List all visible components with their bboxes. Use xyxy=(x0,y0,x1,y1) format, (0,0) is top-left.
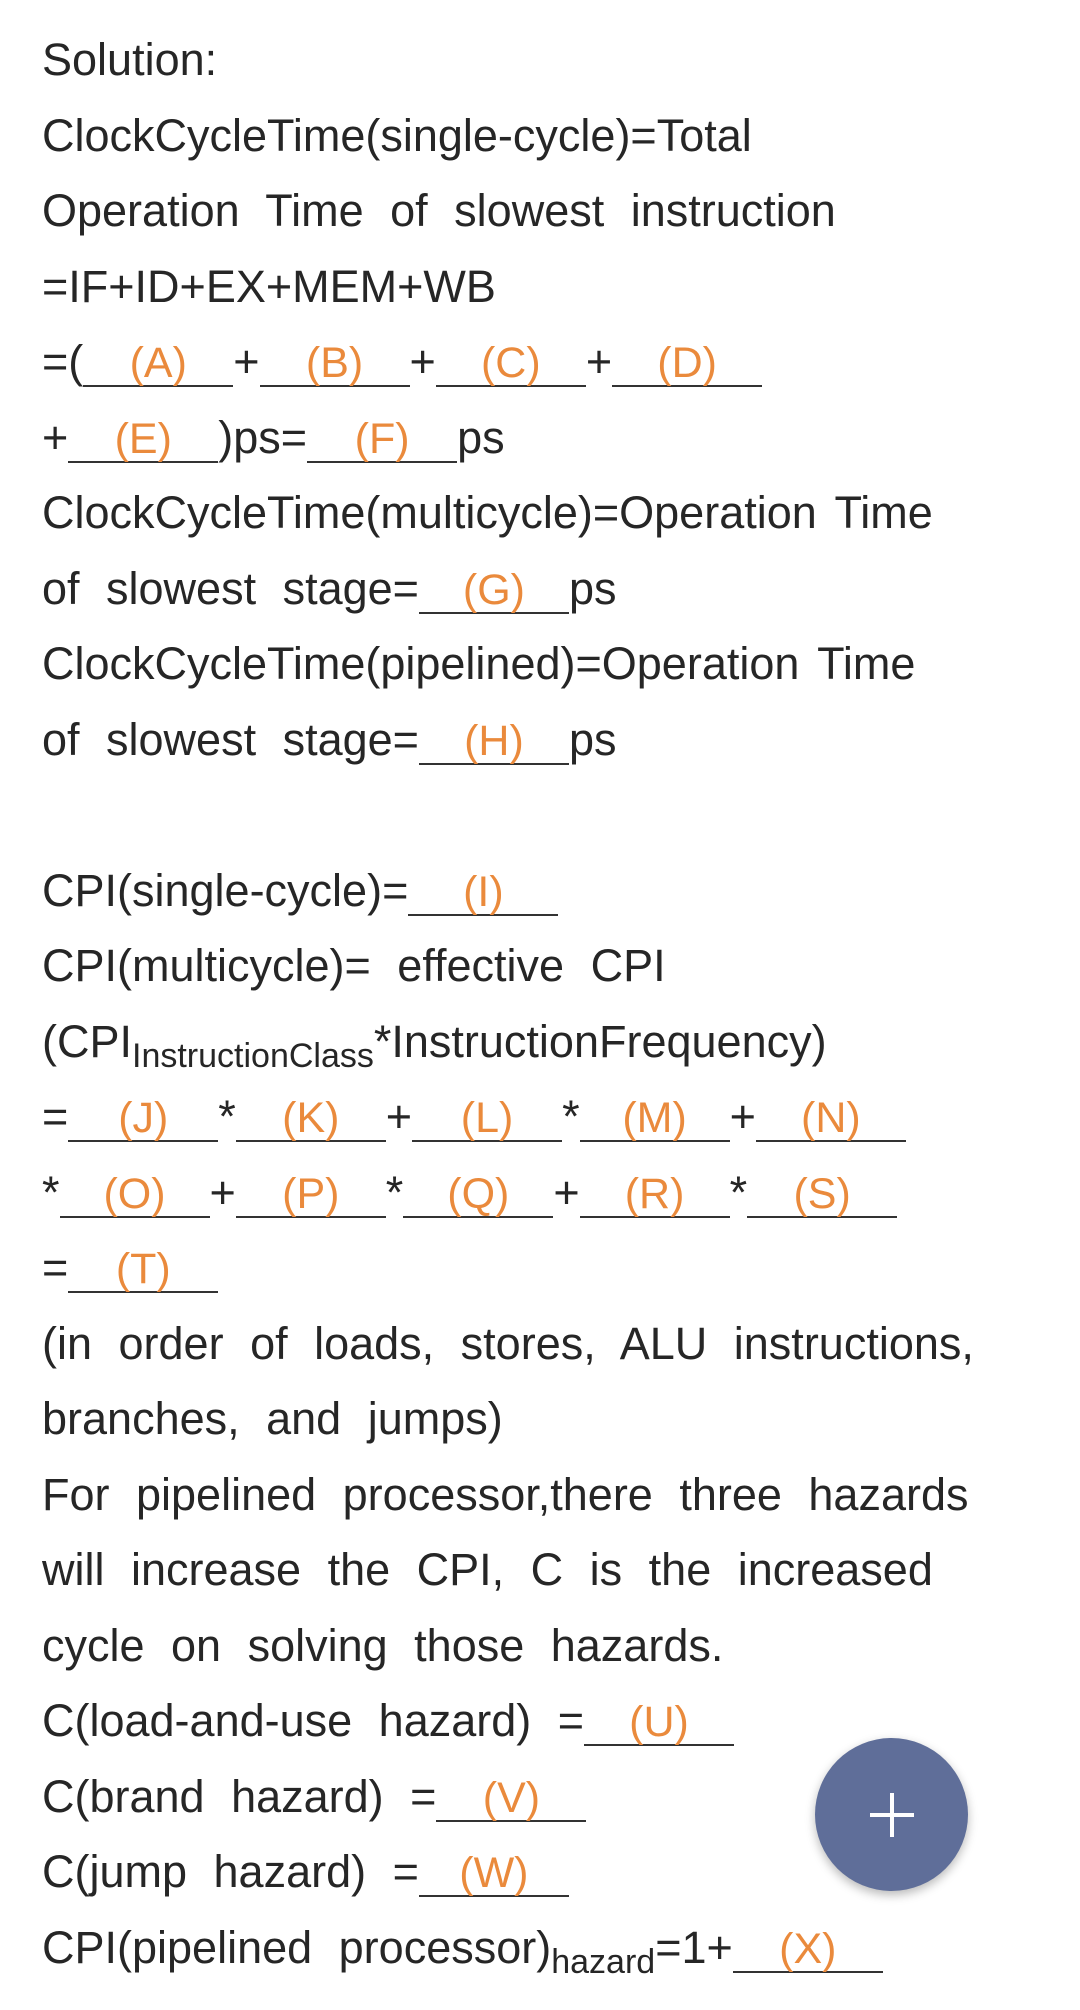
blank-c[interactable]: (C) xyxy=(436,340,586,387)
load-use-hazard-line: C(load-and-use hazard) = (U) xyxy=(42,1683,1042,1759)
cpi-result-line: = (T) xyxy=(42,1230,1042,1306)
order-note-line-1: (in order of loads, stores, ALU instructions, xyxy=(42,1317,974,1369)
blank-a[interactable]: (A) xyxy=(83,340,233,387)
blank-v[interactable]: (V) xyxy=(436,1775,586,1822)
hazard-intro-line-3: cycle on solving those hazards. xyxy=(42,1619,724,1671)
blank-k[interactable]: (K) xyxy=(236,1095,386,1142)
jump-hazard-line: C(jump hazard) = (W) xyxy=(42,1834,1042,1910)
cpi-terms-line-2: * (O) + (P) * (Q) + (R) * (S) xyxy=(42,1155,1042,1231)
spacer xyxy=(42,777,1042,853)
cpi-multi-line: CPI(multicycle)= effective CPI xyxy=(42,940,666,991)
stage-values-line: =( (A) + (B) + (C) + (D) xyxy=(42,324,1042,400)
stage-total-line: + (E) )ps= (F) ps xyxy=(42,411,505,463)
cpi-single-line: CPI(single-cycle)= (I) xyxy=(42,853,1042,929)
blank-n[interactable]: (N) xyxy=(756,1095,906,1142)
blank-j[interactable]: (J) xyxy=(68,1095,218,1142)
blank-g[interactable]: (G) xyxy=(419,567,569,614)
plus-icon xyxy=(866,1789,918,1841)
blank-x[interactable]: (X) xyxy=(733,1926,883,1973)
solution-heading: Solution: xyxy=(42,34,218,85)
pipelined-slowest-line: of slowest stage= (H) ps xyxy=(42,713,617,765)
blank-b[interactable]: (B) xyxy=(260,340,410,387)
hazard-intro-line-2: will increase the CPI, C is the increased xyxy=(42,1544,933,1595)
cpi-terms-line-1: = (J) * (K) + (L) * (M) + (N) xyxy=(42,1079,1042,1155)
instruction-class-subscript: InstructionClass xyxy=(132,1036,374,1075)
multicycle-slowest-line: of slowest stage= (G) ps xyxy=(42,562,617,614)
hazard-intro-line-1: For pipelined processor,there three hazards xyxy=(42,1468,969,1520)
brand-hazard-line: C(brand hazard) = (V) xyxy=(42,1759,1042,1835)
pipelined-line: ClockCycleTime(pipelined)=Operation Time xyxy=(42,638,916,689)
blank-m[interactable]: (M) xyxy=(580,1095,730,1142)
cpi-formula-line: $(CPI_{InstructionClass}*InstructionFrequency)$ xyxy=(42,1015,827,1075)
blank-i[interactable]: (I) xyxy=(408,869,558,916)
blank-u[interactable]: (U) xyxy=(584,1699,734,1746)
hazard-subscript: hazard xyxy=(551,1942,656,1981)
blank-l[interactable]: (L) xyxy=(412,1095,562,1142)
multicycle-line: ClockCycleTime(multicycle)=Operation Time xyxy=(42,487,933,538)
blank-e[interactable]: (E) xyxy=(68,416,218,463)
blank-r[interactable]: (R) xyxy=(580,1171,730,1218)
add-button[interactable] xyxy=(815,1738,968,1891)
blank-q[interactable]: (Q) xyxy=(403,1171,553,1218)
order-note-line-2: branches, and jumps) xyxy=(42,1393,503,1444)
blank-h[interactable]: (H) xyxy=(419,718,569,765)
blank-p[interactable]: (P) xyxy=(236,1171,386,1218)
operation-time-line: Operation Time of slowest instruction xyxy=(42,185,836,236)
solution-content xyxy=(42,22,1042,1985)
cpi-pipelined-line: CPI(pipelined $processor)_{hazard}=1+ (X)$ xyxy=(42,1910,1042,1986)
blank-w[interactable]: (W) xyxy=(419,1850,569,1897)
blank-o[interactable]: (O) xyxy=(60,1171,210,1218)
blank-t[interactable]: (T) xyxy=(68,1246,218,1293)
blank-d[interactable]: (D) xyxy=(612,340,762,387)
stages-sum-line: =IF+ID+EX+MEM+WB xyxy=(42,260,496,312)
blank-f[interactable]: (F) xyxy=(307,416,457,463)
single-cycle-line: ClockCycleTime(single-cycle)=Total xyxy=(42,109,752,161)
blank-s[interactable]: (S) xyxy=(747,1171,897,1218)
